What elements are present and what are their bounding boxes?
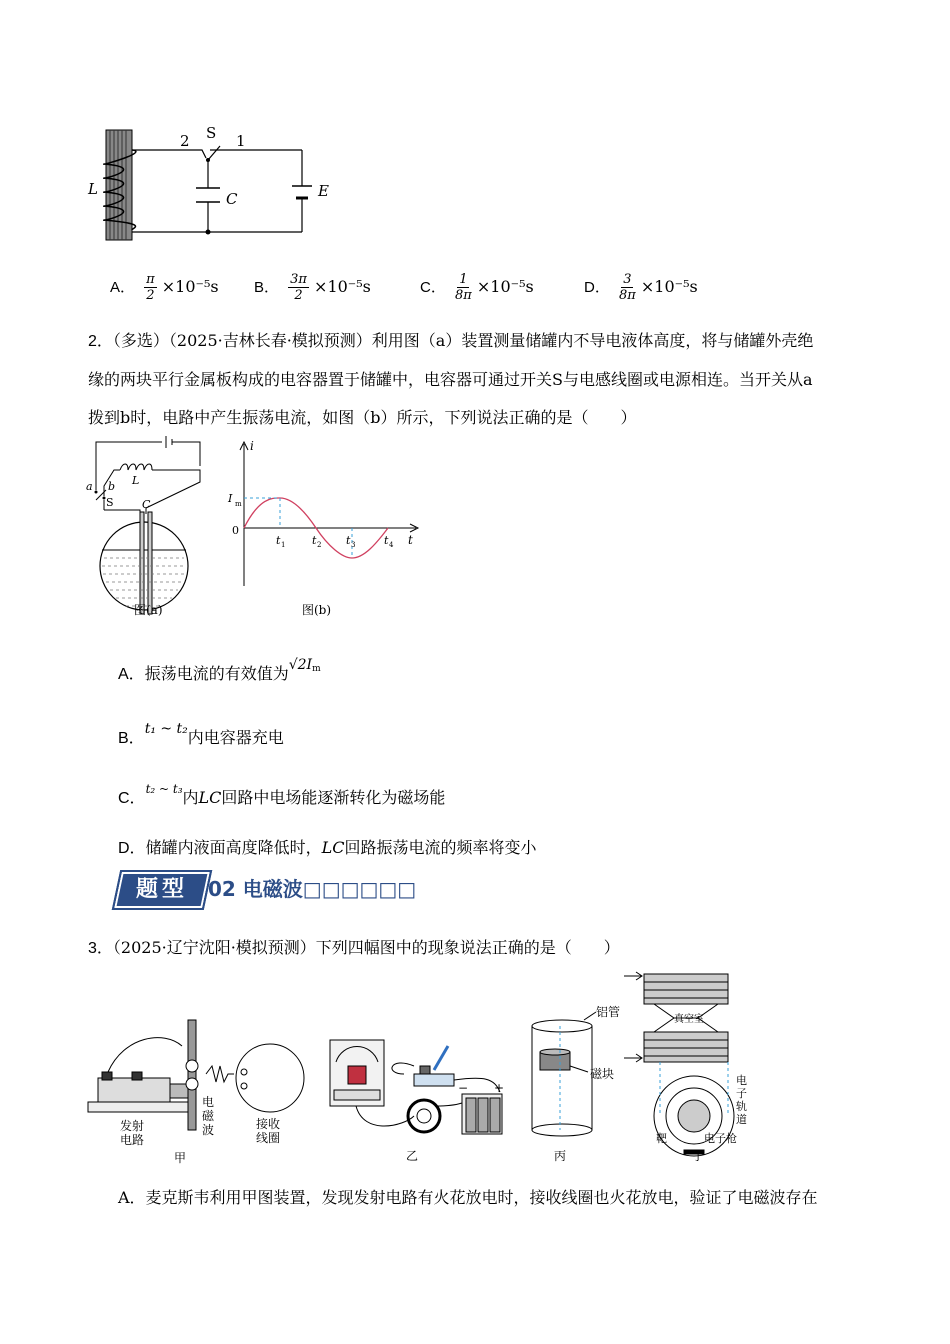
q2-stem: 2．（多选）（2025·吉林长春·模拟预测）利用图（a）装置测量储罐内不导电液体高度，将与储罐外壳绝 缘的两块平行金属板构成的电容器置于储罐中，电容器可通过开关S与电感线圈或电源相连。当开关从a 拨到b时，电路中产生振荡电流，如图（b）所示，下列说法正确的是（ ） — [88, 331, 814, 427]
svg-text:4: 4 — [389, 541, 394, 549]
section-badge: 题型 — [112, 870, 213, 910]
svg-text:甲: 甲 — [174, 1151, 187, 1165]
svg-text:发射: 发射 — [120, 1119, 145, 1133]
svg-text:3: 3 — [351, 541, 356, 549]
label-E: E — [318, 182, 329, 200]
svg-text:b: b — [108, 480, 116, 493]
svg-text:+: + — [494, 1081, 505, 1095]
svg-text:接收: 接收 — [256, 1117, 281, 1131]
svg-text:t: t — [276, 534, 281, 547]
svg-text:i: i — [250, 439, 254, 453]
q3-option-a[interactable]: A．麦克斯韦利用甲图装置，发现发射电路有火花放电时，接收线圈也火花放电，验证了电磁波存在 — [118, 1188, 818, 1207]
svg-text:磁: 磁 — [202, 1109, 215, 1123]
svg-text:L: L — [132, 474, 140, 487]
svg-text:轨: 轨 — [736, 1100, 747, 1113]
q2-option-d[interactable]: D．储罐内液面高度降低时，LC回路振荡电流的频率将变小 — [118, 838, 537, 857]
figure-bing — [532, 1012, 596, 1136]
label-L: L — [88, 180, 98, 198]
svg-text:I: I — [228, 492, 233, 505]
fig-a-caption: 图(a) — [134, 603, 163, 617]
svg-text:C: C — [142, 498, 151, 511]
label-C: C — [226, 190, 238, 208]
label-2: 2 — [180, 132, 190, 150]
svg-text:t: t — [312, 534, 317, 547]
svg-text:电路: 电路 — [120, 1133, 145, 1147]
svg-text:电: 电 — [202, 1095, 215, 1109]
svg-text:磁块: 磁块 — [590, 1067, 615, 1081]
q2-figure-b — [224, 436, 424, 596]
svg-text:子: 子 — [736, 1087, 747, 1100]
q1-option-a[interactable]: A． $\frac{\pi}{2}$ ×10⁻⁵s — [110, 272, 219, 303]
svg-text:铝管: 铝管 — [596, 1005, 621, 1019]
svg-text:S: S — [106, 496, 114, 509]
svg-text:m: m — [235, 500, 242, 508]
svg-text:丁: 丁 — [692, 1149, 705, 1163]
svg-text:2: 2 — [317, 541, 322, 549]
q1-option-c[interactable]: C． $\frac{1}{8\pi}$ ×10⁻⁵s — [420, 272, 534, 303]
svg-text:t: t — [408, 533, 413, 547]
label-1: 1 — [236, 132, 246, 150]
q2-figure-a — [84, 434, 214, 620]
figure-ding — [624, 972, 734, 1156]
q2-option-a[interactable]: A．振荡电流的有效值为$√2I^m$ — [118, 657, 321, 683]
figure-yi — [330, 1040, 505, 1134]
svg-text:a: a — [86, 480, 93, 493]
q2-option-c[interactable]: C．$^{t_2 \sim t_3}$内LC回路中电场能逐渐转化为磁场能 — [118, 782, 446, 807]
svg-text:丙: 丙 — [554, 1149, 567, 1163]
q3-figures — [84, 966, 784, 1166]
label-S: S — [206, 124, 217, 142]
figure-jia — [88, 1020, 304, 1130]
svg-text:靶: 靶 — [656, 1132, 667, 1145]
svg-text:t: t — [346, 534, 351, 547]
svg-text:1: 1 — [281, 541, 286, 549]
svg-text:t: t — [384, 534, 389, 547]
svg-text:道: 道 — [736, 1113, 747, 1126]
q1-option-b[interactable]: B． $\frac{3\pi}{2}$ ×10⁻⁵s — [254, 272, 371, 303]
svg-text:乙: 乙 — [406, 1149, 419, 1163]
svg-text:真空室: 真空室 — [674, 1014, 704, 1025]
svg-text:电子枪: 电子枪 — [704, 1132, 737, 1145]
q3-stem: 3．（2025·辽宁沈阳·模拟预测）下列四幅图中的现象说法正确的是（ ） — [88, 938, 620, 957]
fig-b-caption: 图(b) — [302, 603, 332, 617]
svg-text:线圈: 线圈 — [256, 1131, 281, 1145]
svg-text:0: 0 — [232, 524, 239, 537]
svg-text:电: 电 — [736, 1074, 747, 1087]
lc-circuit-figure — [80, 120, 350, 250]
section-title: 02 电磁波□□□□□□ — [208, 877, 417, 901]
q1-option-d[interactable]: D． $\frac{3}{8\pi}$ ×10⁻⁵s — [584, 272, 698, 303]
svg-text:−: − — [458, 1081, 469, 1095]
q2-option-b[interactable]: B．t₁ ~ t₂内电容器充电 — [118, 721, 284, 747]
svg-text:波: 波 — [202, 1123, 215, 1137]
